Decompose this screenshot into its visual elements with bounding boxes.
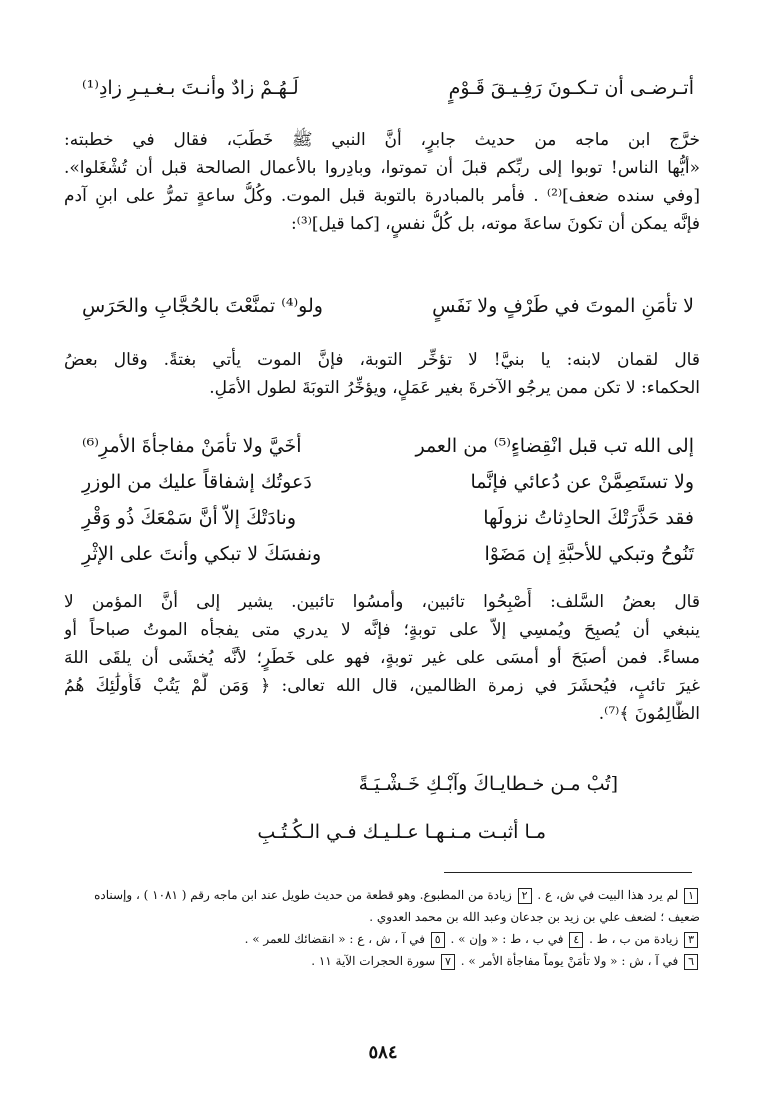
footnote-line: [64, 884, 700, 928]
paragraph-2-line: قال لقمان لابنه: يا بنيَّ! لا تؤخِّر التوبة، فإنَّ الموت يأتي بغتةً. وقال بعضُ: [64, 350, 700, 370]
footnote-text: سورة الحجرات الآية ١١ .: [311, 954, 436, 968]
footnote-number: ٧: [441, 954, 455, 970]
paragraph-3-line: ينبغي أن يُصبِحَ ويُمسِي إلاّ على توبةٍ؛ فإنَّه لا يدري متى يفجأه الموتُ صباحاً أو: [64, 620, 700, 640]
paragraph-1-line: فإنَّه يمكن أن تكونَ ساعةَ موته، بل كُلُّ نفسٍ، [كما قيل]⁽³⁾:: [290, 214, 700, 234]
verse-hemistich-right: أتـرضـى أن تـكـونَ رَفِـيـقَ قَـوْمٍ: [448, 77, 694, 99]
paragraph-3-line: مساءً. فمن أصبَحَ أو أمسَى على غير توبةٍ، فهو على خَطَرٍ؛ لأنَّه يُخشَى أن يلقَى اللهَ: [64, 648, 700, 668]
paragraph-3-line: غيرَ تائبٍ، فيُحشَرَ في زمرة الظالمين، قال الله تعالى: ﴿ وَمَن لَّمْ يَتُبْ فَأُولَٰئِكَ هُمُ: [64, 676, 700, 696]
paragraph-1-line: «أيُّها الناس! توبوا إلى ربِّكم قبلَ أن تموتوا، وبادِروا بالأعمال الصالحة قبل أن تُشْغَلوا».: [64, 158, 700, 178]
final-verse-line-1: [تُبْ مـن خـطايـاكَ وآبْـكِ خَـشْـيَـةً: [358, 773, 618, 795]
footnote-text: لم يرد هذا البيت في ش، ع .: [537, 888, 679, 902]
footnote-number: ٥: [431, 932, 445, 948]
poem-hemistich-left: ونفسَكَ لا تبكي وأنتَ على الإثْرِ: [82, 543, 322, 565]
footnote-number: ١: [684, 888, 698, 904]
footnote-text: زيادة من ب ، ط .: [589, 932, 679, 946]
paragraph-1-line: [وفي سنده ضعف]⁽²⁾ . فأمر بالمبادرة بالتوبة قبل الموت. وكُلُّ ساعةٍ تمرُّ على ابنِ آدم: [64, 186, 700, 206]
footnote-line: [64, 928, 700, 950]
paragraph-3-line: قال بعضُ السَّلف: أَصْبِحُوا تائبين، وأمسُوا تائبين. يشير إلى أنَّ المؤمن لا: [64, 592, 700, 612]
footnote-text: في ب ، ط : « وإن » .: [450, 932, 564, 946]
footnote-number: ٢: [518, 888, 532, 904]
poem-hemistich-right: فقد حَذَّرَتْكَ الحادِثاتُ نزولَها: [483, 507, 694, 529]
poem-hemistich-left: ونادَتْكَ إلاّ أنَّ سَمْعَكَ ذُو وَقْرِ: [82, 507, 297, 529]
poem-line: [82, 498, 694, 538]
footnote-text: زيادة من المطبوع. وهو قطعة من حديث طويل عند ابن ماجه رقم ( ١٠٨١ ) ، وإسناده ضعيف ؛ لضعف علي بن زيد بن جدعان وعبد الله بن محمد العدوي .: [94, 888, 700, 924]
paragraph-1-line: خرَّج ابن ماجه من حديث جابرٍ، أنَّ النبي ﷺ خَطَبَ، فقال في خطبته:: [64, 130, 700, 150]
paragraph-3-line: الظَّالِمُونَ ﴾⁽⁷⁾.: [598, 704, 700, 724]
poem-line: [82, 462, 694, 502]
verse-hemistich-right: لا تأمَنِ الموتَ في طَرْفٍ ولا نَفَسٍ: [432, 295, 694, 317]
verse-2: [82, 286, 694, 326]
footnote-number: ٦: [684, 954, 698, 970]
poem-hemistich-right: إلى الله تب قبل انْقِضاءٍ⁽⁵⁾ من العمر: [415, 435, 694, 457]
verse-hemistich-left: ولو⁽⁴⁾ تمنَّعْتَ بالحُجَّابِ والحَرَسِ: [82, 295, 323, 317]
poem-line: [82, 426, 694, 466]
footnote-number: ٤: [569, 932, 583, 948]
verse-hemistich-left: لَـهُـمْ زادٌ وأنـتَ بـغـيـرِ زادِ⁽¹⁾: [82, 77, 299, 99]
final-verse-line-2: مـا أثبـت مـنـهـا عـلـيـك فـي الـكُـتُـبِ: [257, 821, 546, 843]
poem-hemistich-left: دَعوتُك إشفاقاً عليك من الوزرِ: [82, 471, 312, 493]
page-number: ٥٨٤: [368, 1042, 398, 1063]
footnote-line: [64, 950, 700, 972]
poem-hemistich-right: ولا تستَصِمَّنْ عن دُعائي فإنَّما: [470, 471, 694, 493]
footnote-number: ٣: [684, 932, 698, 948]
paragraph-2-line: الحكماء: لا تكن ممن يرجُو الآخرةَ بغير عَمَلٍ، ويؤخِّرُ التوبَةَ لطول الأمَلِ.: [209, 378, 700, 398]
footnote-text: في آ ، ش : « ولا تأمَنْ يوماً مفاجأة الأمر » .: [460, 954, 679, 968]
footnote-text: في آ ، ش ، ع : « انقضائك للعمر » .: [244, 932, 425, 946]
footnote-separator: [444, 872, 692, 873]
poem-hemistich-right: تَنُوحُ وتبكي للأحبَّةِ إن مَضَوْا: [484, 543, 694, 565]
opening-verse: [82, 68, 694, 108]
poem-hemistich-left: أخَيَّ ولا تأمَنْ مفاجأةَ الأمرِ⁽⁶⁾: [82, 435, 302, 457]
poem-line: [82, 534, 694, 574]
